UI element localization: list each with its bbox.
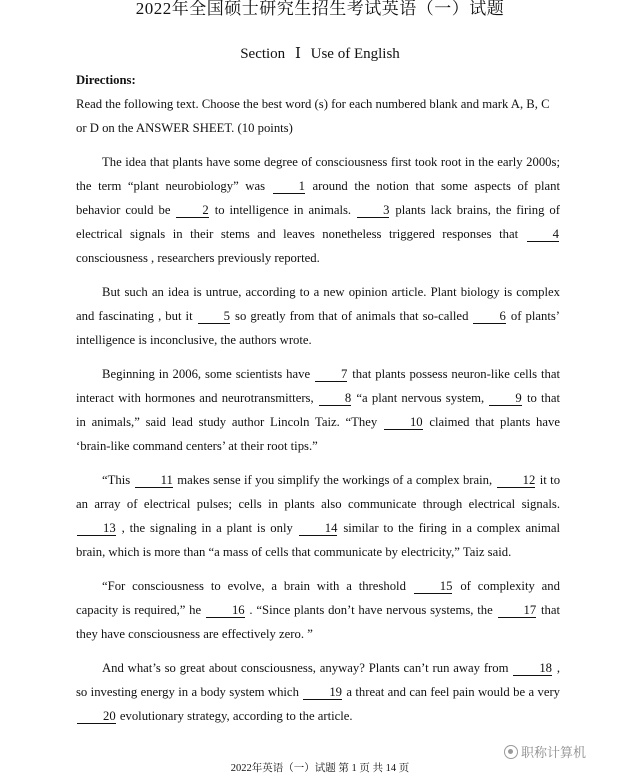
directions-text: Read the following text. Choose the best word (s) for each numbered blank and mark A, B, C or D on the ANSWER SHEET. (10 points) [76,97,550,135]
blank-8: 8 [319,391,351,406]
passage-text: “For consciousness to evolve, a brain with a threshold [102,579,406,593]
account-circle-icon [504,745,518,759]
blank-5: 5 [198,309,230,324]
section-numeral: Ⅰ [294,46,301,62]
blank-14: 14 [299,521,338,536]
blank-20: 20 [77,709,116,724]
passage-text: The idea that plants have some degree of consciousness first took root in the early 2000s; the term “plant neurobiology” was [76,155,560,193]
question-content [76,68,560,738]
blank-1: 1 [273,179,305,194]
blank-7: 7 [315,367,347,382]
section-title [0,44,640,63]
watermark-text: 职称计算机 [521,746,587,761]
directions-label: Directions: [76,73,136,87]
page-footer: 2022年英语（一）试题 第 1 页 共 14 页 [230,763,410,774]
passage-text: But such an idea is untrue, according to a new opinion article. Plant biology is complex and fascinating , but it [76,285,560,323]
blank-11: 11 [135,473,173,488]
blank-6: 6 [473,309,505,324]
passage-text: so greatly from that of animals that so-called [235,309,469,323]
passage-text: of plants’ intelligence is inconclusive, the authors wrote. [76,309,561,347]
watermark [504,742,586,761]
passage-text: evolutionary strategy, according to the article. [119,709,353,723]
passage-text: plants lack brains, the firing of electrical signals in their stems and leaves nonetheless triggered responses that [76,203,560,241]
blank-13: 13 [77,521,116,536]
passage-text: it to an array of electrical pulses; cells in plants also communicate through electrical signals. [76,473,561,511]
passage-paragraph-3 [76,362,560,458]
passage-text: . “Since plants don’t have nervous systems, the [249,603,493,617]
blank-4: 4 [527,227,559,242]
blank-9: 9 [489,391,521,406]
blank-2: 2 [176,203,208,218]
passage-text: And what’s so great about consciousness, anyway? Plants can’t run away from [102,661,509,675]
passage-paragraph-4 [76,468,560,564]
passage-text: , the signaling in a plant is only [121,521,293,535]
passage-text: around the notion that some aspects of plant behavior could be [76,179,561,217]
passage-text: claimed that plants have ‘brain-like command centers’ at their root tips.” [76,415,560,453]
blank-16: 16 [206,603,245,618]
passage-text: makes sense if you simplify the workings of a complex brain, [177,473,493,487]
blank-15: 15 [414,579,453,594]
blank-18: 18 [513,661,552,676]
passage-paragraph-2 [76,280,560,352]
passage-paragraph-5 [76,574,560,646]
passage-paragraph-1 [76,150,560,270]
passage-paragraph-6 [76,656,560,728]
passage-text: of complexity and capacity is required,” he [76,579,560,617]
passage-text: consciousness , researchers previously reported. [76,251,320,265]
passage-text: to that in animals,” said lead study author Lincoln Taiz. “They [76,391,561,429]
passage-text: Beginning in 2006, some scientists have [102,367,311,381]
blank-12: 12 [497,473,536,488]
section-name: Use of English [310,46,400,62]
passage-text: similar to the firing in a complex animal brain, which is more than “a mass of cells that communicate by electricity,” Taiz said. [76,521,561,559]
passage-text: that plants possess neuron-like cells that interact with hormones and neurotransmitters, [76,367,561,405]
section-label: Section [240,46,286,62]
passage-text: , so investing energy in a body system which [76,661,561,699]
blank-10: 10 [384,415,423,430]
passage-text: a threat and can feel pain would be a very [346,685,561,699]
passage-text: “a plant nervous system, [356,391,485,405]
passage-text: that they have consciousness are effectively zero. ” [76,603,561,641]
exam-title: 2022年全国硕士研究生招生考试英语（一）试题 [135,0,505,18]
blank-19: 19 [303,685,342,700]
blank-3: 3 [357,203,389,218]
blank-17: 17 [498,603,537,618]
passage-text: “This [102,473,131,487]
passage-text: to intelligence in animals. [214,203,352,217]
